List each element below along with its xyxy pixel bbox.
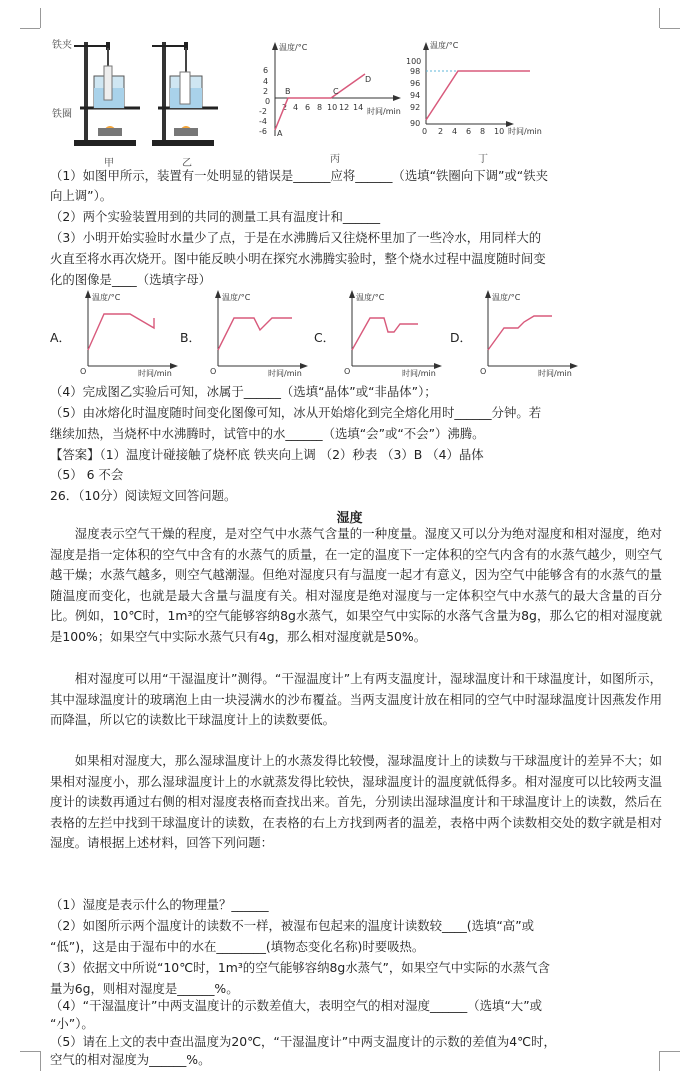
graph-ding bbox=[402, 38, 552, 138]
answer-line2: （5） 6 不会 bbox=[50, 467, 124, 482]
xtick: 2 bbox=[438, 127, 444, 136]
graph-bing-yticks bbox=[259, 66, 270, 136]
r2-line1: （2）如图所示两个温度计的读数不一样，被湿布包起来的温度计读数较____(选填“高”或 bbox=[50, 918, 535, 933]
question-26-heading: 26．（10分）阅读短文回答问题。 bbox=[50, 488, 237, 503]
ytick: 4 bbox=[263, 77, 269, 86]
xtick: 10 bbox=[327, 103, 338, 112]
article-paragraph-1: 湿度表示空气干燥的程度，是对空气中水蒸气含量的一种度量。湿度又可以分为绝对湿度和相对湿度，绝对湿度是指一定体积的空气中含有的水蒸气的质量，在一定的温度下一定体积的空气内含有的水蒸气越少，则空气越干燥；水蒸气越多，则空气越潮湿。但绝对湿度只有与温度一起才有意义，因为空气中能够含有的水蒸气的量随温度而变化，也就是最大含量与温度有关。相对湿度是绝对湿度与一定体积空气中水蒸气的最大含量的百分比。例如，10℃时，1m³的空气能够容纳8g水蒸气，如果空气中实际的水落气含量为8g，那么它的相对湿度就是100%；如果空气中实际水蒸气只有4g，那么相对湿度就是50%。 bbox=[50, 526, 662, 644]
graph-ding-xticks bbox=[422, 127, 504, 136]
r5-line1: （5）请在上文的表中查出温度为20℃，“干湿温度计”中两支温度计的示数的差值为4℃时， bbox=[50, 1034, 556, 1049]
graph-bing-line bbox=[275, 74, 365, 130]
caption-jia: 甲 bbox=[104, 158, 114, 169]
ytick: -6 bbox=[259, 127, 267, 136]
xtick: 10 bbox=[494, 127, 505, 136]
option-a-xlabel: 时间/min bbox=[138, 369, 172, 378]
option-d-ylabel: 温度/°C bbox=[492, 293, 521, 302]
option-d-label: D． bbox=[450, 330, 472, 345]
graph-ding-ylabel: 温度/°C bbox=[430, 41, 459, 50]
q5-line1: （5）由冰熔化时温度随时间变化图像可知，冰从开始熔化到完全熔化用时______分钟。若 bbox=[50, 405, 542, 420]
q3-line1: （3）小明开始实验时水量少了点，于是在水沸腾后又往烧杯里加了一些冷水，用同样大的 bbox=[50, 230, 542, 245]
option-b-graph bbox=[204, 288, 314, 378]
crop-mark bbox=[659, 1051, 660, 1071]
ytick: 94 bbox=[410, 91, 421, 100]
crop-mark bbox=[660, 1051, 680, 1052]
option-c-label: C． bbox=[314, 330, 336, 345]
point-a: A bbox=[277, 129, 283, 138]
caption-ding: 丁 bbox=[478, 154, 488, 165]
apparatus-figure bbox=[70, 36, 240, 154]
q2: （2）两个实验装置用到的共同的测量工具有温度计和______ bbox=[50, 209, 381, 224]
option-b-xlabel: 时间/min bbox=[268, 369, 302, 378]
xtick: 2 bbox=[282, 103, 288, 112]
option-c-graph bbox=[338, 288, 448, 378]
graph-bing-xticks bbox=[282, 103, 363, 112]
r3-line1: （3）依据文中所说“10℃时，1m³的空气能够容纳8g水蒸气”，如果空气中实际的水蒸气含 bbox=[50, 960, 550, 975]
option-a-label: A． bbox=[50, 330, 71, 345]
r3-line2: 量为6g，则相对湿度是______%。 bbox=[50, 981, 239, 996]
point-c: C bbox=[333, 87, 339, 96]
r2-line2: “低”)，这是由于湿布中的水在________(填物态变化名称)时要吸热。 bbox=[50, 939, 425, 954]
graph-ding-line bbox=[426, 71, 530, 120]
xtick: 8 bbox=[317, 103, 323, 112]
label-clamp: 铁夹 bbox=[52, 40, 72, 51]
r1: （1）湿度是表示什么的物理量？______ bbox=[50, 897, 269, 912]
ytick: 6 bbox=[263, 66, 269, 75]
option-c-xlabel: 时间/min bbox=[402, 369, 436, 378]
ytick: 0 bbox=[265, 97, 271, 106]
xtick: 12 bbox=[339, 103, 350, 112]
option-a-origin: O bbox=[80, 367, 87, 376]
graph-bing-xlabel: 时间/min bbox=[367, 107, 401, 116]
q4: （4）完成图乙实验后可知，冰属于______（选填“晶体”或“非晶体”）； bbox=[50, 384, 437, 399]
ytick: 96 bbox=[410, 79, 421, 88]
option-c-ylabel: 温度/°C bbox=[356, 293, 385, 302]
option-c-origin: O bbox=[344, 367, 351, 376]
caption-bing: 丙 bbox=[330, 154, 340, 165]
crop-mark bbox=[40, 8, 41, 28]
option-b-ylabel: 温度/°C bbox=[222, 293, 251, 302]
option-d-xlabel: 时间/min bbox=[538, 369, 572, 378]
label-ring: 铁圈 bbox=[52, 109, 72, 120]
ytick: 100 bbox=[406, 57, 422, 66]
xtick: 14 bbox=[353, 103, 364, 112]
r4-line1: （4）“干湿温度计”中两支温度计的示数差值大，表明空气的相对湿度______（选填“大”或 bbox=[50, 998, 543, 1013]
crop-mark bbox=[659, 8, 660, 28]
article-title: 湿度 bbox=[336, 511, 363, 526]
xtick: 6 bbox=[305, 103, 311, 112]
xtick: 8 bbox=[480, 127, 486, 136]
q5-line2: 继续加热，当烧杯中水沸腾时，试管中的水______（选填“会”或“不会”）沸腾。 bbox=[50, 426, 485, 441]
article-paragraph-2: 相对湿度可以用“干湿温度计”测得。“干湿温度计”上有两支温度计，湿球温度计和干球温度计，如图所示，其中湿球温度计的玻璃泡上由一块浸满水的沙布覆益。当两支温度计放在相同的空气中时湿球温度计因燕发作用而降温，所以它的读数比干球温度计上的读数要低。 bbox=[50, 671, 662, 728]
xtick: 0 bbox=[422, 127, 428, 136]
crop-mark bbox=[40, 1051, 41, 1071]
option-d-graph bbox=[474, 288, 584, 378]
ytick: 92 bbox=[410, 103, 421, 112]
option-d-origin: O bbox=[480, 367, 487, 376]
graph-bing bbox=[255, 38, 405, 148]
option-a-ylabel: 温度/°C bbox=[92, 293, 121, 302]
caption-yi: 乙 bbox=[182, 158, 192, 169]
point-b: B bbox=[285, 87, 291, 96]
ytick: 90 bbox=[410, 119, 421, 128]
option-b-label: B． bbox=[180, 330, 201, 345]
graph-bing-ylabel: 温度/°C bbox=[279, 43, 308, 52]
ytick: 2 bbox=[263, 87, 269, 96]
crop-mark bbox=[20, 28, 40, 29]
graph-ding-xlabel: 时间/min bbox=[508, 127, 542, 136]
option-a-graph bbox=[74, 288, 184, 378]
ytick: 98 bbox=[410, 67, 421, 76]
q1-line1: （1）如图甲所示，装置有一处明显的错误是______应将______（选填“铁圈向下调”或“铁夹 bbox=[50, 168, 548, 183]
article-paragraph-3: 如果相对湿度大，那么湿球温度计上的水蒸发得比较慢，湿球温度计上的读数与干球温度计的差异不大；如果相对湿度小，那么湿球温度计上的水就蒸发得比较快，湿球温度计的温度就低得多。相对湿度可以比较两支温度计的读数再通过右侧的相对湿度表格而查找出来。首先，分别读出湿球温度计和干球温度计上的读数，然后在表格的左拦中找到干球温度计的读数，在表格的右上方找到两者的温差，表格中两个读数相交处的数字就是相对湿度。请根据上述材料，回答下列问题： bbox=[50, 753, 662, 851]
ytick: -4 bbox=[259, 117, 267, 126]
xtick: 4 bbox=[293, 103, 299, 112]
r5-line2: 空气的相对湿度为______%。 bbox=[50, 1052, 211, 1067]
option-b-origin: O bbox=[210, 367, 217, 376]
q3-line3: 化的图像是____（选填字母） bbox=[50, 272, 212, 287]
xtick: 6 bbox=[466, 127, 472, 136]
ytick: -2 bbox=[259, 107, 267, 116]
answer-line1: 【答案】（1）温度计碰接触了烧杯底 铁夹向上调 （2）秒表 （3）B （4）晶体 bbox=[50, 447, 484, 462]
point-d: D bbox=[365, 75, 372, 84]
q3-line2: 火直至将水再次烧开。图中能反映小明在探究水沸腾实验时，整个烧水过程中温度随时间变 bbox=[50, 251, 546, 266]
crop-mark bbox=[20, 1051, 40, 1052]
crop-mark bbox=[660, 28, 680, 29]
graph-ding-yticks bbox=[406, 57, 421, 128]
r4-line2: “小”）。 bbox=[50, 1016, 94, 1031]
q1-line2: 向上调”）。 bbox=[50, 188, 113, 203]
xtick: 4 bbox=[452, 127, 458, 136]
